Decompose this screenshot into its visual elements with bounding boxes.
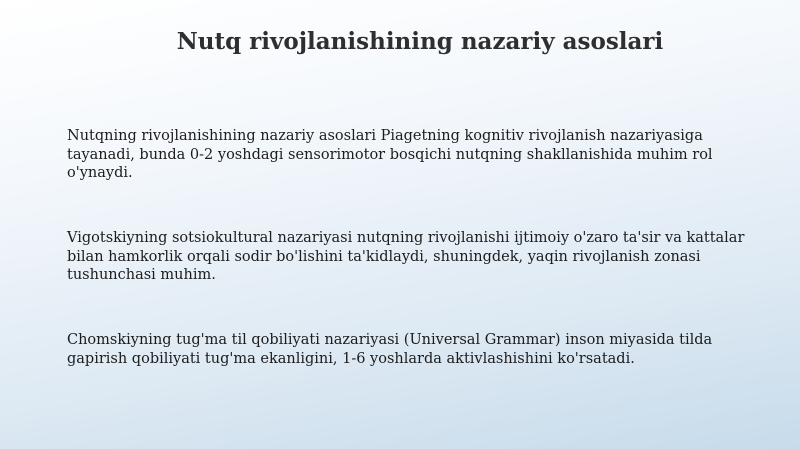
paragraph-vygotsky: Vigotskiyning sotsiokultural nazariyasi nutqning rivojlanishi ijtimoiy o'zaro ta'sir va kattalar bilan hamkorlik orqali sodir bo'lishini ta'kidlaydi, shuningdek, yaqin rivojlanish zonasi tushunchasi muhim. — [67, 230, 745, 283]
paragraph-chomsky: Chomskiyning tug'ma til qobiliyati nazariyasi (Universal Grammar) inson miyasida tilda gapirish qobiliyati tug'ma ekanligini, 1-6 yoshlarda aktivlashishini ko'rsatadi. — [67, 332, 713, 367]
slide-title: Nutq rivojlanishining nazariy asoslari — [176, 28, 664, 55]
paragraph-piaget: Nutqning rivojlanishining nazariy asoslari Piagetning kognitiv rivojlanish nazariyasiga tayanadi, bunda 0-2 yoshdagi sensorimotor bosqichi nutqning shakllanishida muhim rol o'ynaydi. — [67, 128, 713, 181]
